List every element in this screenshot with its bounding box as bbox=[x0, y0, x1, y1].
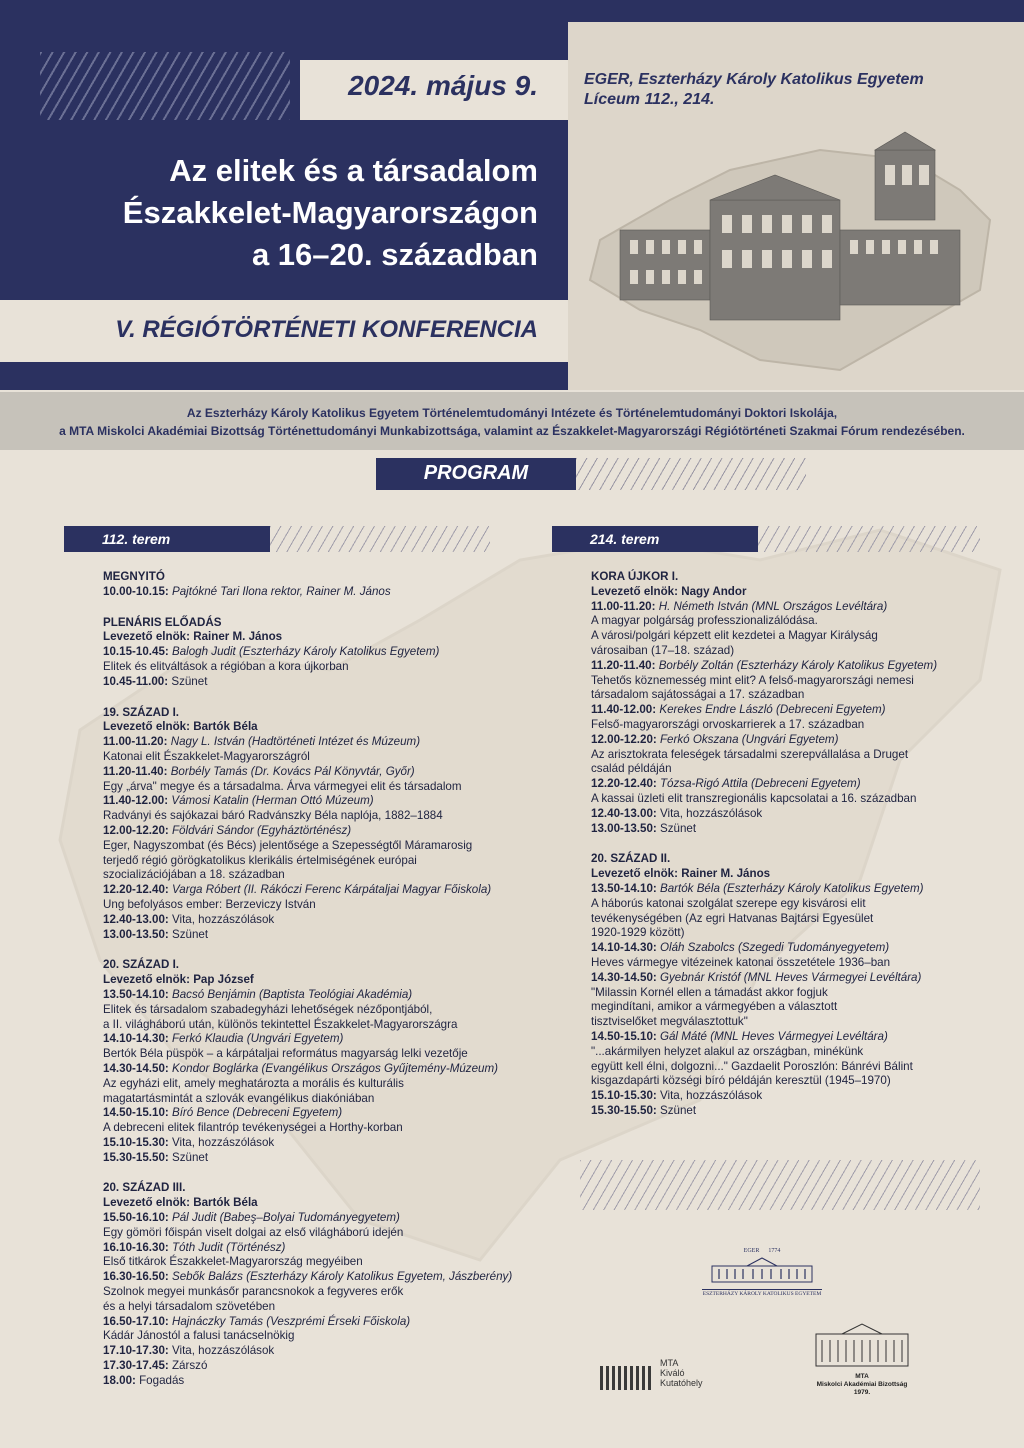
item-text: 1920-1929 között) bbox=[591, 926, 685, 940]
session-heading: 20. SZÁZAD I. bbox=[103, 958, 180, 972]
item-text: Vita, hozzászólások bbox=[656, 806, 763, 820]
speaker: Varga Róbert (II. Rákóczi Ferenc Kárpátaljai Magyar Főiskola) bbox=[168, 883, 492, 897]
session-block bbox=[591, 852, 991, 1118]
time-slot: 15.30-15.50: bbox=[591, 1103, 657, 1117]
ekke-logo-city: EGER bbox=[743, 1248, 760, 1254]
session-chair: Levezető elnök: Bartók Béla bbox=[103, 1196, 258, 1210]
venue-line-2: Líceum 112., 214. bbox=[584, 91, 715, 108]
speaker: Oláh Szabolcs (Szegedi Tudományegyetem) bbox=[656, 941, 890, 955]
program-item bbox=[103, 1374, 543, 1389]
program-item bbox=[103, 1018, 543, 1033]
program-item bbox=[103, 1211, 543, 1226]
item-text: terjedő régió görögkatolikus klerikális értelmiségének európai bbox=[103, 853, 417, 867]
item-text: Szünet bbox=[168, 674, 208, 688]
speaker: Nagy L. István (Hadtörténeti Intézet és Múzeum) bbox=[167, 735, 421, 749]
program-item bbox=[103, 809, 543, 824]
program-item bbox=[591, 777, 991, 792]
time-slot: 11.40-12.00: bbox=[103, 794, 169, 808]
time-slot: 12.00-12.20: bbox=[591, 732, 657, 746]
decorative-hatch bbox=[40, 52, 290, 120]
item-text: A háborús katonai szolgálat szerepe egy kisvárosi elit bbox=[591, 896, 866, 910]
time-slot: 16.30-16.50: bbox=[103, 1270, 169, 1284]
item-text: városaiban (17–18. század) bbox=[591, 643, 735, 657]
speaker: Gál Máté (MNL Heves Vármegyei Levéltára) bbox=[656, 1029, 888, 1043]
program-item bbox=[103, 1032, 543, 1047]
item-text: Vita, hozzászólások bbox=[168, 1344, 275, 1358]
speaker: Ferkó Okszana (Ungvári Egyetem) bbox=[656, 732, 839, 746]
title-line-3: a 16–20. században bbox=[251, 237, 538, 272]
speaker: Pál Judit (Babeş–Bolyai Tudományegyetem) bbox=[168, 1211, 400, 1225]
room-214-schedule bbox=[591, 570, 991, 1135]
time-slot: 11.20-11.40: bbox=[103, 764, 168, 778]
organizers-text bbox=[20, 404, 1004, 440]
item-text: Felső-magyarországi orvoskarrierek a 17. században bbox=[591, 717, 865, 731]
program-item bbox=[103, 913, 543, 928]
program-item bbox=[103, 1106, 543, 1121]
speaker: Sebők Balázs (Eszterházy Károly Katolikus Egyetem, Jászberény) bbox=[168, 1270, 513, 1284]
decorative-hatch bbox=[270, 526, 490, 552]
title-line-2: Északkelet-Magyarországon bbox=[122, 195, 538, 230]
program-item bbox=[591, 614, 991, 629]
speaker: Hajnáczky Tamás (Veszprémi Érseki Főiskola) bbox=[168, 1314, 411, 1328]
time-slot: 18.00: bbox=[103, 1373, 136, 1387]
time-slot: 10.15-10.45: bbox=[103, 645, 169, 659]
item-text: Az egyházi elit, amely meghatározta a morális és kulturális bbox=[103, 1076, 404, 1090]
session-heading: PLENÁRIS ELŐADÁS bbox=[103, 615, 222, 629]
speaker: Bacsó Benjámin (Baptista Teológiai Akadémia) bbox=[168, 987, 413, 1001]
program-item bbox=[103, 794, 543, 809]
program-item bbox=[103, 1359, 543, 1374]
program-item bbox=[591, 644, 991, 659]
time-slot: 14.50-15.10: bbox=[103, 1106, 169, 1120]
speaker: Balogh Judit (Eszterházy Károly Katolikus Egyetem) bbox=[168, 645, 440, 659]
program-item bbox=[591, 718, 991, 733]
program-item bbox=[591, 822, 991, 837]
ekke-logo-year: 1774 bbox=[768, 1248, 781, 1254]
mab-year: 1979. bbox=[853, 1389, 871, 1396]
program-item bbox=[591, 703, 991, 718]
room-214-bar bbox=[552, 526, 758, 552]
item-text: Bertók Béla püspök – a kárpátaljai református magyarság lelki vezetője bbox=[103, 1047, 468, 1061]
conference-title bbox=[40, 150, 538, 276]
session-block bbox=[103, 570, 543, 600]
item-text: tevékenységében (Az egri Hatvanas Bajtársi Egyesület bbox=[591, 911, 874, 925]
program-item bbox=[591, 807, 991, 822]
session-chair: Levezető elnök: Bartók Béla bbox=[103, 720, 258, 734]
item-text: és a helyi társadalom szövetében bbox=[103, 1299, 276, 1313]
time-slot: 11.00-11.20: bbox=[103, 735, 168, 749]
program-item bbox=[103, 839, 543, 854]
conference-subtitle: V. RÉGIÓTÖRTÉNETI KONFERENCIA bbox=[115, 316, 538, 343]
item-text: Első titkárok Északkelet-Magyarország megyéiben bbox=[103, 1255, 363, 1269]
event-date: 2024. május 9. bbox=[348, 70, 538, 101]
program-item bbox=[591, 600, 991, 615]
room-112-bar bbox=[64, 526, 270, 552]
session-chair: Levezető elnök: Pap József bbox=[103, 973, 254, 987]
session-heading: MEGNYITÓ bbox=[103, 570, 165, 583]
time-slot: 15.10-15.30: bbox=[103, 1135, 169, 1149]
item-text: Ung befolyásos ember: Berzeviczy István bbox=[103, 897, 316, 911]
program-item bbox=[591, 1045, 991, 1060]
time-slot: 13.00-13.50: bbox=[591, 821, 657, 835]
time-slot: 13.00-13.50: bbox=[103, 927, 169, 941]
header-top-stripe bbox=[568, 0, 1024, 22]
item-text: Egy gömöri főispán viselt dolgai az első világháború idején bbox=[103, 1225, 404, 1239]
room-214-label: 214. terem bbox=[590, 531, 660, 547]
mab-name: Miskolci Akadémiai Bizottság bbox=[816, 1381, 908, 1388]
mta-kivalo-label: Kiváló bbox=[660, 1368, 685, 1378]
program-item bbox=[103, 675, 543, 690]
session-heading: 20. SZÁZAD III. bbox=[103, 1181, 186, 1195]
program-item bbox=[103, 1077, 543, 1092]
item-text: Tehetős köznemesség mint elit? A felső-magyarországi nemesi bbox=[591, 673, 914, 687]
item-text: család példáján bbox=[591, 762, 672, 776]
item-text: "Milassin Kornél ellen a támadást akkor fogjuk bbox=[591, 985, 828, 999]
program-item bbox=[591, 629, 991, 644]
time-slot: 11.20-11.40: bbox=[591, 658, 656, 672]
item-text: Eger, Nagyszombat (és Bécs) jelentősége a Szepességtől Máramarosig bbox=[103, 838, 473, 852]
speaker: Tózsa-Rigó Attila (Debreceni Egyetem) bbox=[656, 777, 861, 791]
time-slot: 16.50-17.10: bbox=[103, 1314, 169, 1328]
item-text: Elitek és társadalom szabadegyházi lehetőségek nézőpontjából, bbox=[103, 1002, 433, 1016]
item-text: Fogadás bbox=[135, 1373, 185, 1387]
time-slot: 14.10-14.30: bbox=[591, 941, 657, 955]
session-heading: KORA ÚJKOR I. bbox=[591, 570, 679, 583]
speaker: Bartók Béla (Eszterházy Károly Katolikus Egyetem) bbox=[656, 881, 924, 895]
program-item bbox=[103, 1136, 543, 1151]
item-text: magatartásmintát a szlovák evangélikus diakóniában bbox=[103, 1091, 375, 1105]
program-item bbox=[103, 854, 543, 869]
program-item bbox=[103, 735, 543, 750]
program-item bbox=[103, 1344, 543, 1359]
item-text: "...akármilyen helyzet alakul az országban, minékünk bbox=[591, 1044, 864, 1058]
time-slot: 14.30-14.50: bbox=[591, 970, 657, 984]
item-text: Kádár Jánostól a falusi tanácselnökig bbox=[103, 1329, 295, 1343]
time-slot: 14.30-14.50: bbox=[103, 1061, 169, 1075]
item-text: Elitek és elitváltások a régióban a kora újkorban bbox=[103, 659, 349, 673]
mta-bars-icon bbox=[598, 1360, 654, 1392]
university-building-image bbox=[580, 130, 1000, 380]
program-item bbox=[103, 1062, 543, 1077]
item-text: kisgazdapárti községi bíró példáján keresztül (1945–1970) bbox=[591, 1074, 891, 1088]
program-item bbox=[103, 585, 543, 600]
program-item bbox=[103, 928, 543, 943]
program-item bbox=[591, 748, 991, 763]
item-text: Heves vármegye vitézeinek katonai összetétele 1936–ban bbox=[591, 955, 891, 969]
program-item bbox=[591, 1000, 991, 1015]
session-heading: 20. SZÁZAD II. bbox=[591, 852, 671, 866]
item-text: Szünet bbox=[168, 1150, 209, 1164]
decorative-hatch bbox=[576, 458, 806, 490]
ekke-building-icon bbox=[707, 1254, 817, 1284]
item-text: Radványi és sajókazai báró Radvánszky Béla naplója, 1882–1884 bbox=[103, 809, 443, 823]
item-text: Zárszó bbox=[168, 1359, 208, 1373]
mta-mab-logo bbox=[810, 1320, 914, 1397]
speaker: Pajtókné Tari Ilona rektor, Rainer M. János bbox=[168, 584, 391, 598]
speaker: Kondor Boglárka (Evangélikus Országos Gyűjtemény-Múzeum) bbox=[168, 1061, 499, 1075]
item-text: Szünet bbox=[168, 927, 209, 941]
program-item bbox=[591, 986, 991, 1001]
item-text: a II. világháború után, különös tekintettel Északkelet-Magyarországra bbox=[103, 1017, 458, 1031]
organizers-line-1: Az Eszterházy Károly Katolikus Egyetem Történelemtudományi Intézete és Történelemtudományi Doktori Iskolája, bbox=[186, 406, 838, 420]
program-item bbox=[591, 659, 991, 674]
program-item bbox=[103, 1092, 543, 1107]
item-text: Szünet bbox=[656, 1103, 697, 1117]
time-slot: 11.40-12.00: bbox=[591, 703, 657, 717]
item-text: Az arisztokrata feleségek társadalmi szerepvállalása a Druget bbox=[591, 747, 909, 761]
item-text: társadalom sajátosságai a 17. században bbox=[591, 688, 805, 702]
session-block bbox=[103, 1181, 543, 1388]
program-item bbox=[103, 1121, 543, 1136]
session-block bbox=[591, 570, 991, 836]
speaker: Borbély Zoltán (Eszterházy Károly Katolikus Egyetem) bbox=[655, 658, 938, 672]
time-slot: 16.10-16.30: bbox=[103, 1240, 169, 1254]
speaker: Vámosi Katalin (Herman Ottó Múzeum) bbox=[168, 794, 374, 808]
item-text: együtt kell élni, dolgozni..." Gazdaelit Poroszlón: Bánrévi Bálint bbox=[591, 1059, 913, 1073]
item-text: Vita, hozzászólások bbox=[168, 1135, 275, 1149]
time-slot: 10.00-10.15: bbox=[103, 584, 169, 598]
session-chair: Levezető elnök: Nagy Andor bbox=[591, 584, 747, 598]
item-text: A kassai üzleti elit transzregionális kapcsolatai a 16. században bbox=[591, 791, 917, 805]
program-item bbox=[103, 883, 543, 898]
time-slot: 15.10-15.30: bbox=[591, 1089, 657, 1103]
session-chair: Levezető elnök: Rainer M. János bbox=[103, 630, 283, 644]
time-slot: 12.00-12.20: bbox=[103, 823, 169, 837]
item-text: A magyar polgárság professzionalizálódása. bbox=[591, 614, 818, 628]
program-item bbox=[103, 1241, 543, 1256]
program-item bbox=[591, 1030, 991, 1045]
program-item bbox=[103, 1047, 543, 1062]
program-item bbox=[103, 898, 543, 913]
program-item bbox=[103, 765, 543, 780]
time-slot: 13.50-14.10: bbox=[103, 987, 169, 1001]
program-item bbox=[103, 1315, 543, 1330]
program-item bbox=[591, 1074, 991, 1089]
item-text: Vita, hozzászólások bbox=[656, 1089, 763, 1103]
program-item bbox=[591, 1060, 991, 1075]
time-slot: 12.20-12.40: bbox=[103, 883, 169, 897]
item-text: A debreceni elitek filantróp tevékenységei a Horthy-korban bbox=[103, 1121, 403, 1135]
session-chair: Levezető elnök: Rainer M. János bbox=[591, 867, 771, 881]
speaker: H. Németh István (MNL Országos Levéltára) bbox=[655, 599, 888, 613]
header-bottom-strip bbox=[0, 362, 568, 390]
time-slot: 14.10-14.30: bbox=[103, 1032, 169, 1046]
organizers-line-2: a MTA Miskolci Akadémiai Bizottság Történettudományi Munkabizottsága, valamint az Északkelet-Magyarországi Régiótörténeti Szakmai Fórum rendezésében. bbox=[59, 424, 965, 438]
program-item bbox=[103, 1003, 543, 1018]
program-item bbox=[103, 780, 543, 795]
speaker: Tóth Judit (Történész) bbox=[168, 1240, 286, 1254]
program-item bbox=[591, 674, 991, 689]
program-item bbox=[591, 897, 991, 912]
mta-kivalo-logo bbox=[598, 1358, 728, 1392]
program-item bbox=[103, 1151, 543, 1166]
program-item bbox=[591, 1104, 991, 1119]
program-item bbox=[103, 1329, 543, 1344]
ekke-logo bbox=[702, 1248, 822, 1297]
session-block bbox=[103, 706, 543, 943]
program-item bbox=[591, 912, 991, 927]
item-text: Vita, hozzászólások bbox=[168, 912, 275, 926]
time-slot: 12.40-13.00: bbox=[103, 912, 169, 926]
speaker: Ferkó Klaudia (Ungvári Egyetem) bbox=[168, 1032, 344, 1046]
item-text: Egy „árva" megye és a társadalma. Árva vármegyei elit és társadalom bbox=[103, 779, 462, 793]
room-112-label: 112. terem bbox=[102, 531, 171, 547]
program-item bbox=[591, 792, 991, 807]
item-text: szocializációjában a 18. században bbox=[103, 868, 285, 882]
speaker: Borbély Tamás (Dr. Kovács Pál Könyvtár, Győr) bbox=[167, 764, 415, 778]
session-heading: 19. SZÁZAD I. bbox=[103, 705, 180, 719]
mab-label: MTA bbox=[855, 1373, 869, 1380]
program-item bbox=[591, 956, 991, 971]
item-text: Szolnok megyei munkásőr parancsnokok a fegyveres erők bbox=[103, 1285, 404, 1299]
decorative-hatch bbox=[758, 526, 980, 552]
program-item bbox=[591, 1015, 991, 1030]
time-slot: 12.40-13.00: bbox=[591, 806, 657, 820]
room-112-schedule bbox=[103, 570, 543, 1405]
speaker: Bíró Bence (Debreceni Egyetem) bbox=[168, 1106, 343, 1120]
program-item bbox=[103, 988, 543, 1003]
program-item bbox=[591, 762, 991, 777]
program-item bbox=[591, 733, 991, 748]
program-item bbox=[103, 868, 543, 883]
speaker: Földvári Sándor (Egyháztörténész) bbox=[168, 823, 352, 837]
venue-line-1: EGER, Eszterházy Károly Katolikus Egyetem bbox=[584, 71, 924, 88]
program-item bbox=[591, 971, 991, 986]
program-item bbox=[103, 824, 543, 839]
program-item bbox=[103, 1255, 543, 1270]
mta-label: MTA bbox=[660, 1358, 679, 1368]
program-item bbox=[103, 750, 543, 765]
program-item bbox=[103, 1285, 543, 1300]
mab-building-icon bbox=[812, 1320, 912, 1368]
item-text: tisztviselőket megválasztottuk" bbox=[591, 1015, 748, 1029]
program-item bbox=[103, 1270, 543, 1285]
ekke-logo-name: ESZTERHÁZY KÁROLY KATOLIKUS EGYETEM bbox=[702, 1291, 822, 1297]
time-slot: 13.50-14.10: bbox=[591, 881, 657, 895]
item-text: Szünet bbox=[656, 821, 697, 835]
time-slot: 15.30-15.50: bbox=[103, 1150, 169, 1164]
item-text: megindítani, amikor a vármegyében a választott bbox=[591, 1000, 838, 1014]
time-slot: 15.50-16.10: bbox=[103, 1211, 169, 1225]
event-venue bbox=[584, 70, 1004, 110]
item-text: Katonai elit Északkelet-Magyarországról bbox=[103, 749, 310, 763]
program-item bbox=[103, 1226, 543, 1241]
time-slot: 11.00-11.20: bbox=[591, 599, 656, 613]
title-line-1: Az elitek és a társadalom bbox=[169, 153, 538, 188]
program-item bbox=[103, 660, 543, 675]
program-item bbox=[103, 645, 543, 660]
time-slot: 17.30-17.45: bbox=[103, 1359, 169, 1373]
decorative-hatch bbox=[580, 1160, 980, 1210]
time-slot: 12.20-12.40: bbox=[591, 777, 657, 791]
item-text: A városi/polgári képzett elit kezdetei a Magyar Királyság bbox=[591, 629, 878, 643]
program-heading: PROGRAM bbox=[423, 462, 529, 484]
program-item bbox=[103, 1300, 543, 1315]
program-item bbox=[591, 882, 991, 897]
program-item bbox=[591, 926, 991, 941]
program-item bbox=[591, 1089, 991, 1104]
session-block bbox=[103, 958, 543, 1165]
time-slot: 10.45-11.00: bbox=[103, 674, 169, 688]
speaker: Gyebnár Kristóf (MNL Heves Vármegyei Levéltára) bbox=[656, 970, 922, 984]
session-block bbox=[103, 616, 543, 690]
time-slot: 14.50-15.10: bbox=[591, 1029, 657, 1043]
speaker: Kerekes Endre László (Debreceni Egyetem) bbox=[656, 703, 886, 717]
program-item bbox=[591, 688, 991, 703]
mta-kutatohely-label: Kutatóhely bbox=[660, 1378, 703, 1388]
program-item bbox=[591, 941, 991, 956]
time-slot: 17.10-17.30: bbox=[103, 1344, 169, 1358]
